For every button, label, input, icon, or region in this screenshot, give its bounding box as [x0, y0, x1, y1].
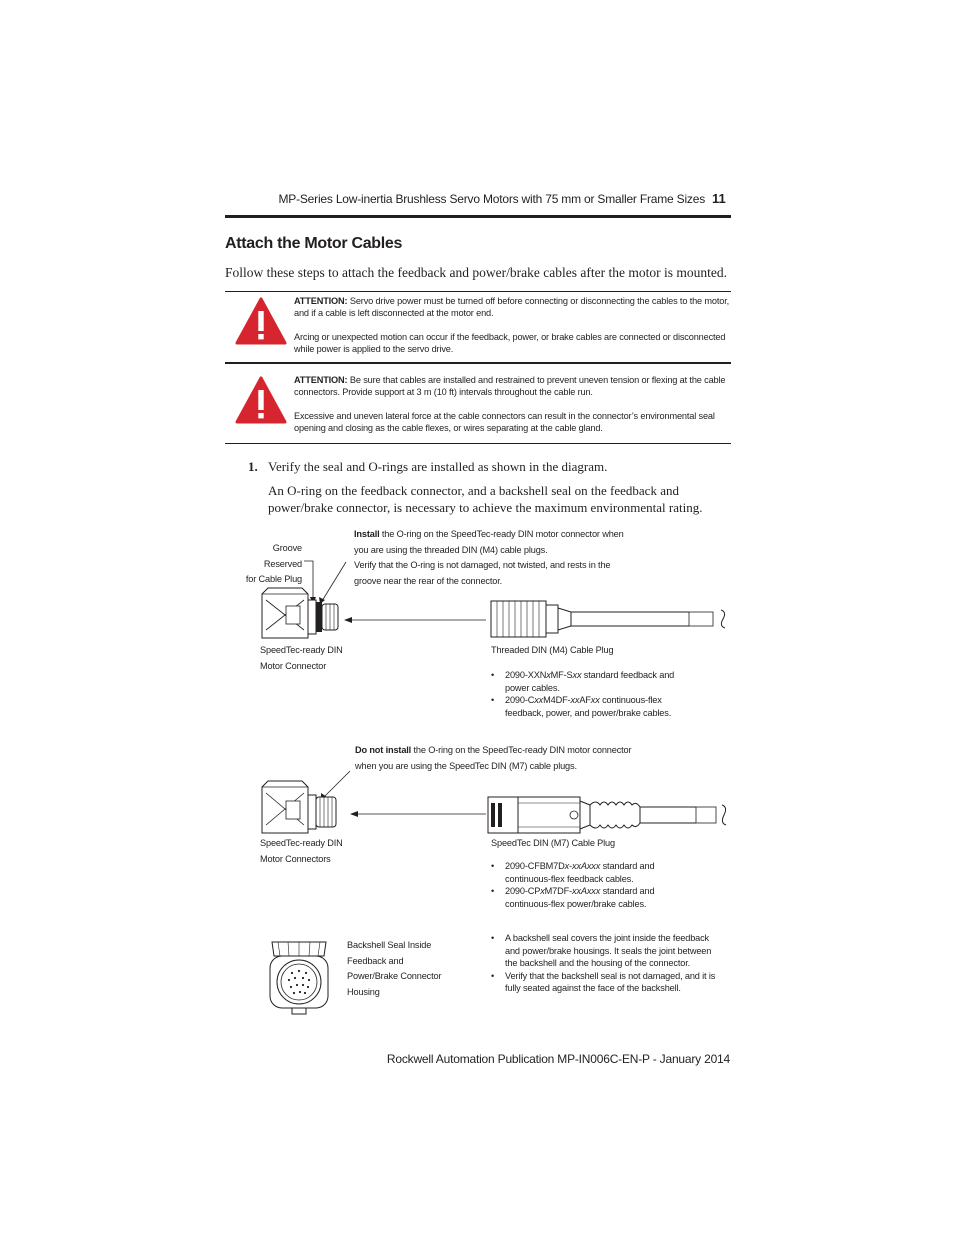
section-intro: Follow these steps to attach the feedback and power/brake cables after the motor is mounted.	[225, 265, 727, 280]
list-item: • 2090-XXNxMF-Sxx standard feedback and power cables.	[491, 669, 676, 694]
step-number: 1.	[248, 459, 258, 474]
attention-text: Be sure that cables are installed and restrained to prevent uneven tension or flexing at the cable connectors. Provide support at 3 m (10 ft) intervals throughout the cable run.	[294, 375, 726, 397]
m7-plug-label: SpeedTec DIN (M7) Cable Plug	[491, 838, 615, 848]
attention-label: ATTENTION:	[294, 296, 348, 306]
backshell-connector-face-icon	[264, 938, 334, 1018]
section-heading: Attach the Motor Cables	[225, 235, 403, 252]
install-oring-note: Install the O-ring on the SpeedTec-ready DIN motor connector when you are using the threaded DIN (M4) cable plugs. Verify that the O-ring is not damaged, not twisted, and rests in the groove near the rear of the connector.	[354, 529, 624, 586]
list-item: • 2090-CPxM7DF-xxAxxx standard and continuous-flex power/brake cables.	[491, 885, 666, 910]
running-header-title: MP-Series Low-inertia Brushless Servo Motors with 75 mm or Smaller Frame Sizes	[278, 192, 705, 206]
speedtec-motor-connector-icon	[258, 779, 344, 837]
page-number: 11	[712, 191, 726, 206]
publication-footer: Rockwell Automation Publication MP-IN006C-EN-P - January 2014	[386, 1052, 730, 1066]
m7-cable-list	[491, 860, 666, 910]
motor-connector-label: SpeedTec-ready DIN Motor Connector	[260, 645, 343, 671]
groove-callout: Groove Reserved for Cable Plug	[245, 543, 302, 584]
attention-text: Servo drive power must be turned off before connecting or disconnecting the cables to the motor, and if a cable is left disconnected at the motor end.	[294, 296, 730, 318]
list-item: • 2090-CxxM4DF-xxAFxx continuous-flex feedback, power, and power/brake cables.	[491, 694, 676, 719]
list-item: • 2090-CFBM7Dx-xxAxxx standard and continuous-flex feedback cables.	[491, 860, 666, 885]
backshell-seal-label: Backshell Seal Inside Feedback and Power/Brake Connector Housing	[347, 940, 442, 997]
attention-text: Excessive and uneven lateral force at the cable connectors can result in the connector’s environmental seal opening and closing as the cable flexes, or wires separating at the cable gland.	[294, 411, 715, 433]
motor-connectors-label: SpeedTec-ready DIN Motor Connectors	[260, 838, 343, 864]
step-text: Verify the seal and O-rings are installed as shown in the diagram.	[268, 459, 608, 474]
attention-label: ATTENTION:	[294, 375, 348, 385]
step-paragraph: An O-ring on the feedback connector, and a backshell seal on the feedback and power/brake connector, is necessary to achieve the maximum environmental rating.	[268, 483, 703, 515]
list-item: • Verify that the backshell seal is not damaged, and it is fully seated against the face of the backshell.	[491, 970, 719, 995]
do-not-install-note: Do not install the O-ring on the SpeedTec-ready DIN motor connector when you are using the SpeedTec DIN (M7) cable plugs.	[355, 745, 632, 771]
m4-plug-label: Threaded DIN (M4) Cable Plug	[491, 645, 614, 655]
backshell-notes-list	[491, 932, 719, 995]
speedtec-m7-cable-plug-icon	[486, 793, 734, 837]
attention-text: Arcing or unexpected motion can occur if the feedback, power, or brake cables are connected or disconnected while power is applied to the servo drive.	[294, 332, 726, 354]
list-item: • A backshell seal covers the joint inside the feedback and power/brake housings. It seals the joint between the backshell and the housing of the connector.	[491, 932, 719, 970]
